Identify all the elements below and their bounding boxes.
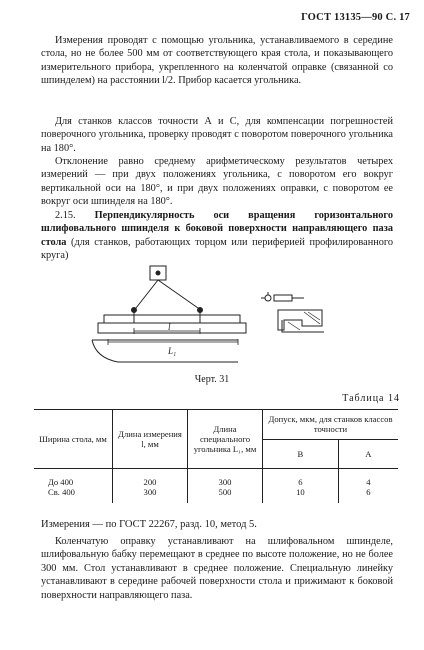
table-top bbox=[104, 315, 240, 323]
table-slot bbox=[98, 323, 246, 333]
row-2-width: Св. 400 bbox=[34, 487, 113, 503]
tolerance-table bbox=[34, 409, 398, 503]
row-1-b: 6 bbox=[263, 469, 339, 488]
header-width: Ширина стола, мм bbox=[34, 410, 113, 469]
paragraph-1: Измерения проводят с помощью угольника, устанавливаемого в середине стола, но не более 500 мм от соответствующего края стола, и показывающего измерительного прибора, укрепленного на коленчатой оправке (связанной со шпинделем) на расстоянии l/2. Прибор касается угольника. bbox=[41, 35, 393, 87]
header-tolerance: Допуск, мкм, для станков классов точности bbox=[263, 410, 399, 440]
method-line: Измерения — по ГОСТ 22267, разд. 10, метод 5. bbox=[41, 519, 257, 530]
slot-detail bbox=[261, 292, 324, 332]
label-l: l bbox=[168, 322, 171, 332]
header-length: Длина измерения l, мм bbox=[113, 410, 188, 469]
table-row bbox=[34, 487, 398, 503]
final-paragraph: Коленчатую оправку устанавливают на шлифовальном шпинделе, шлифовальную бабку перемещают в среднее по высоте положение, но не более 300 мм. Стол устанавливают в среднее положение. Специальную линейку устанавливают в середине рабочей поверхности стола и прижимают к боковой поверхности направляющего паза. bbox=[41, 536, 393, 601]
header-class-a: А bbox=[338, 439, 398, 469]
row-1-width: До 400 bbox=[34, 469, 113, 488]
row-1-special: 300 bbox=[188, 469, 263, 488]
page-header: ГОСТ 13135—90 С. 17 bbox=[301, 12, 410, 23]
figure-caption: Черт. 31 bbox=[194, 374, 230, 385]
paragraph-3: Отклонение равно среднему арифметическому результатов четырех измерений — при двух положениях угольника, с поворотом его вокруг вертикальной оси на 180°, и при двух положениях оправки, с поворотом ее вокруг оси шпинделя на 180°. bbox=[41, 156, 393, 208]
row-2-a: 6 bbox=[338, 487, 398, 503]
row-1-a: 4 bbox=[338, 469, 398, 488]
section-number: 2.15. bbox=[55, 210, 76, 221]
section-2-15 bbox=[41, 209, 393, 263]
row-2-special: 500 bbox=[188, 487, 263, 503]
table-title: Таблица 14 bbox=[342, 393, 400, 404]
row-2-b: 10 bbox=[263, 487, 339, 503]
header-special: Длина специального угольника L₁, мм bbox=[188, 410, 263, 469]
section-note: (для станков, работающих торцом или периферией профилированного круга) bbox=[41, 236, 394, 262]
table-row bbox=[34, 469, 398, 488]
row-1-length: 200 bbox=[113, 469, 188, 488]
label-l1: L₁ bbox=[168, 346, 177, 356]
section-title: Перпендикулярность оси вращения горизонтального шлифовального шпинделя к боковой поверхности направляющего паза стола bbox=[41, 210, 394, 248]
header-class-b: В bbox=[263, 439, 339, 469]
figure-31-drawing bbox=[88, 258, 338, 370]
paragraph-2: Для станков классов точности А и С, для компенсации погрешностей поверочного угольника, проверку проводят с поворотом поверочного угольника на 180°. bbox=[41, 116, 393, 154]
row-2-length: 300 bbox=[113, 487, 188, 503]
